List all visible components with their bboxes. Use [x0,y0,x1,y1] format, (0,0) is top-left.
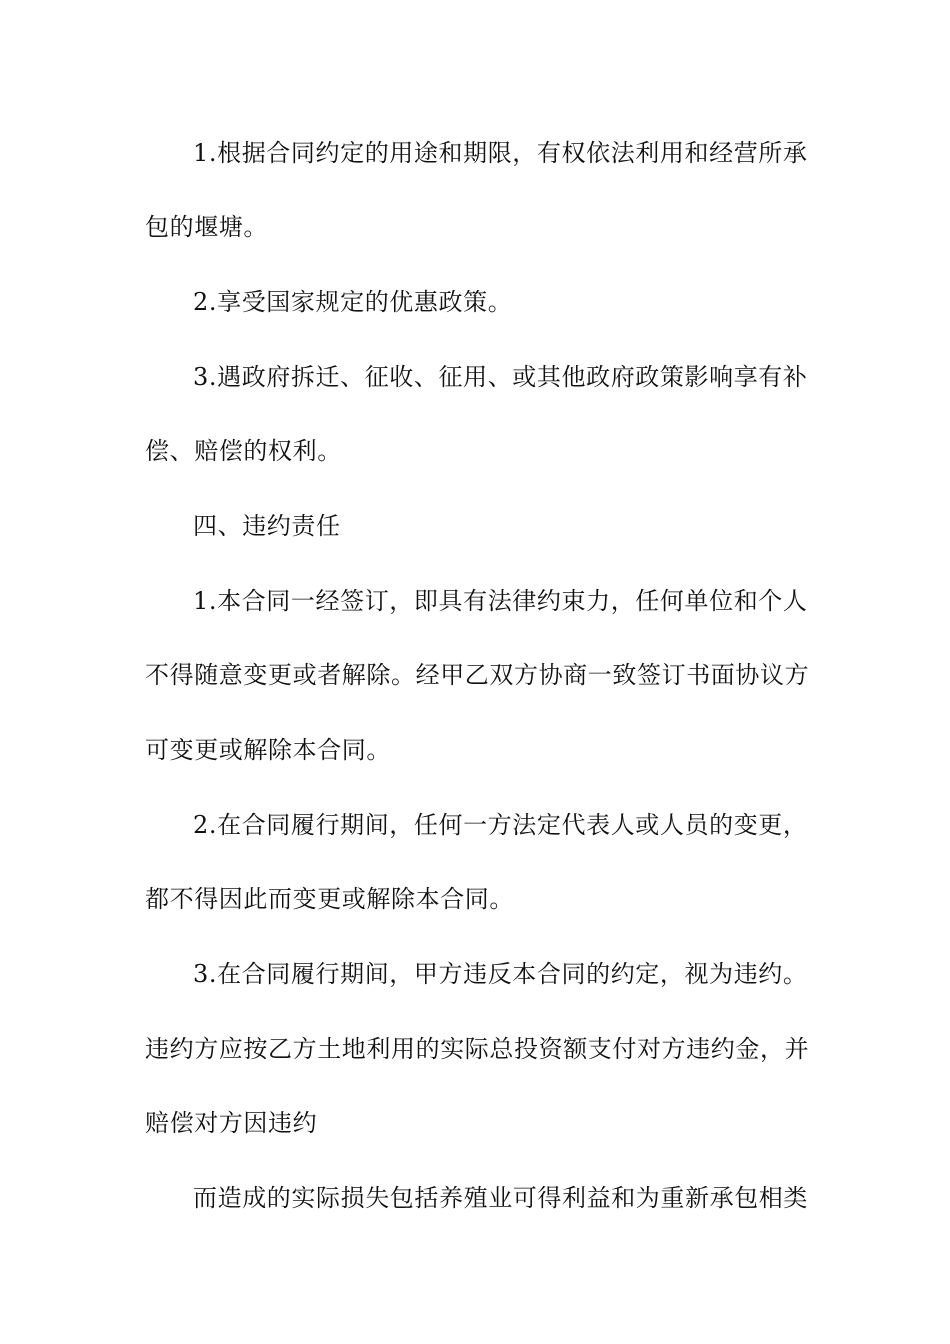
paragraph-line: 2.享受国家规定的优惠政策。 [193,288,513,316]
paragraph-line: 3.在合同履行期间，甲方违反本合同的约定，视为违约。 [193,960,808,988]
paragraph-line: 3.遇政府拆迁、征收、征用、或其他政府政策影响享有补 [193,363,808,391]
paragraph-line: 赔偿对方因违约 [145,1109,318,1137]
paragraph-line: 1.本合同一经签订，即具有法律约束力，任何单位和个人 [193,587,808,615]
section-heading: 四、违约责任 [193,512,341,540]
paragraph-line: 不得随意变更或者解除。经甲乙双方协商一致签订书面协议方 [145,661,810,689]
paragraph-line: 可变更或解除本合同。 [145,736,391,764]
paragraph-line: 都不得因此而变更或解除本合同。 [145,885,514,913]
paragraph-line: 而造成的实际损失包括养殖业可得利益和为重新承包相类 [193,1184,808,1212]
paragraph-line: 1.根据合同约定的用途和期限，有权依法利用和经营所承 [193,139,808,167]
paragraph-line: 2.在合同履行期间，任何一方法定代表人或人员的变更， [193,811,808,839]
paragraph-line: 包的堰塘。 [145,213,268,241]
paragraph-line: 偿、赔偿的权利。 [145,437,342,465]
paragraph-line: 违约方应按乙方土地利用的实际总投资额支付对方违约金，并 [145,1035,810,1063]
